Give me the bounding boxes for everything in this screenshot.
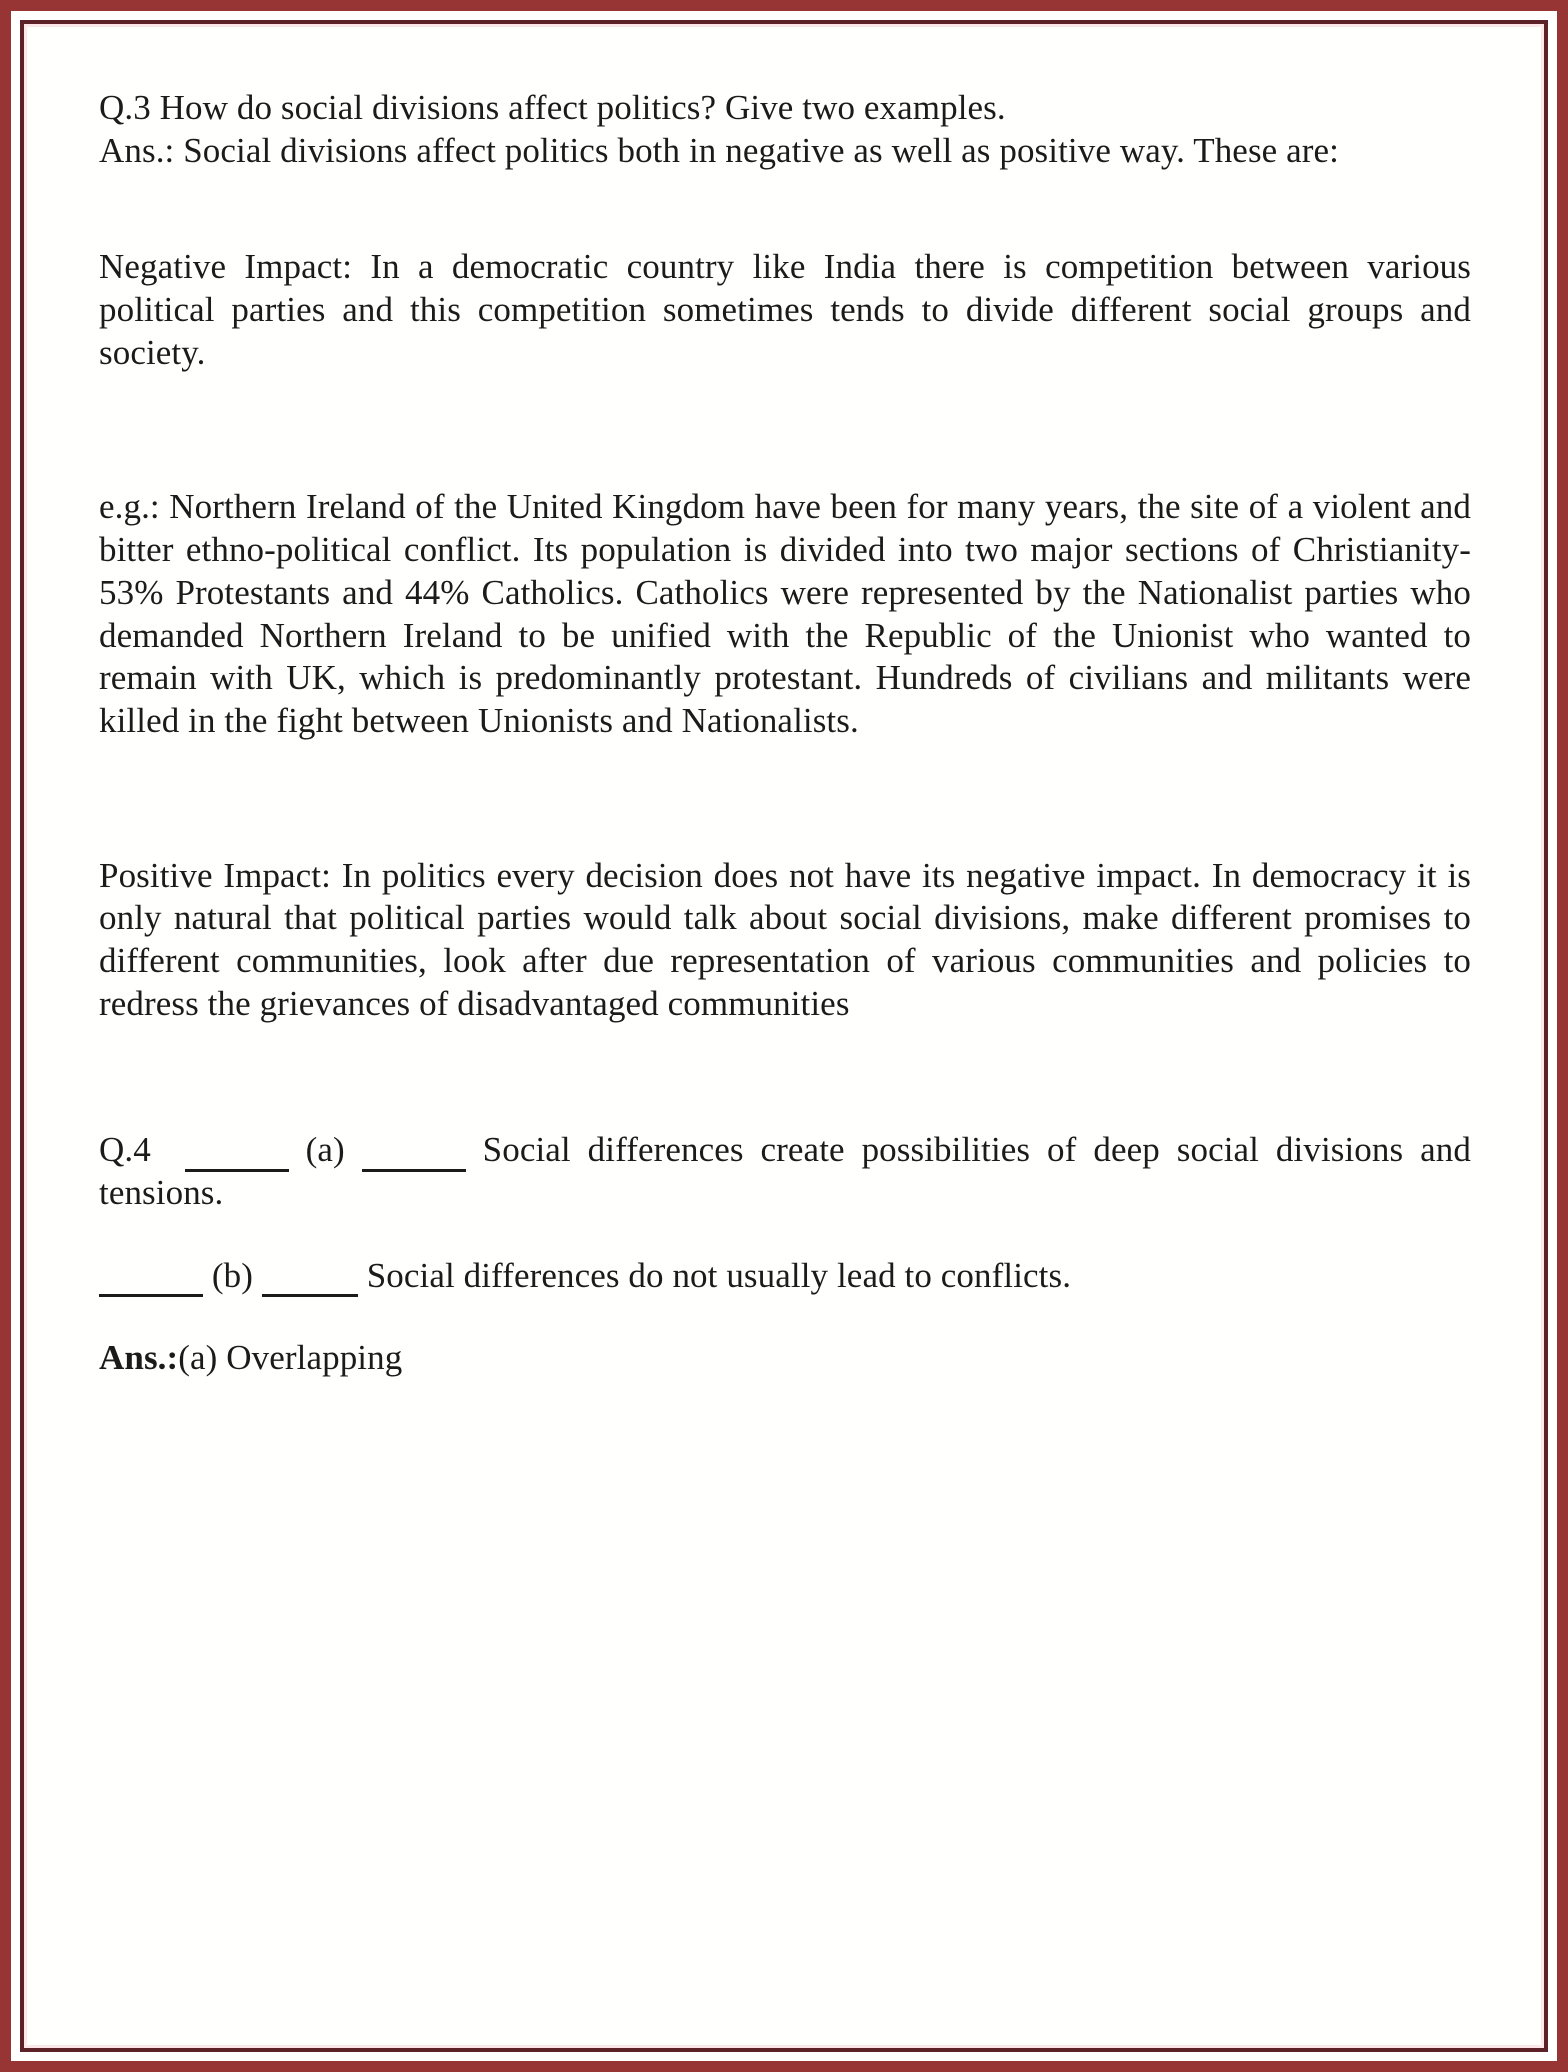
fill-blank-a-right[interactable] — [362, 1137, 466, 1172]
q3-negative-impact: Negative Impact: In a democratic country like India there is competition between various political parties and this competition sometimes tends to divide different social groups and society. — [99, 247, 1471, 372]
q4-answer-text: (a) Overlapping — [178, 1338, 403, 1378]
q4-part-a — [99, 1129, 1471, 1214]
q4-part-b-text: Social differences do not usually lead to conflicts. — [366, 1255, 1072, 1295]
q3-answer-intro: Ans.: Social divisions affect politics both in negative as well as positive way. These are: — [99, 130, 1339, 170]
q4-part-b — [99, 1255, 1471, 1298]
spacer — [99, 1025, 1471, 1129]
spacer — [99, 1297, 1471, 1337]
q3-positive-impact: Positive Impact: In politics every decision does not have its negative impact. In democracy it is only natural that political parties would talk about social divisions, make different promises to different communities, look after due representation of various communities and policies to redress the grievances of disadvantaged communities — [99, 855, 1471, 1023]
q4-part-a-marker: (a) — [305, 1130, 345, 1170]
spacer — [99, 1215, 1471, 1255]
q4-answer — [99, 1337, 1471, 1380]
spacer — [99, 743, 1471, 855]
document-content — [99, 87, 1471, 1380]
q3-question: Q.3 How do social divisions affect politics? Give two examples. — [99, 88, 1006, 127]
fill-blank-b-right[interactable] — [262, 1262, 358, 1297]
q4-part-a-text: Social differences create possibilities of deep social divisions and tensions. — [99, 1130, 1471, 1212]
q3-example: e.g.: Northern Ireland of the United Kingdom have been for many years, the site of a violent and bitter ethno-political conflict. Its population is divided into two major sections of Christianity- 53% Protestants and 44% Catholics. Catholics were represented by the Nationalist parties who demanded Northern Ireland to be unified with the Republic of the Unionist who wanted to remain with UK, which is predominantly protestant. Hundreds of civilians and militants were killed in the fight between Unionists and Nationalists. — [99, 487, 1471, 740]
q4-answer-label: Ans.: — [99, 1338, 179, 1378]
page-sheet — [27, 27, 1541, 2045]
spacer — [99, 172, 1471, 246]
fill-blank-a-left[interactable] — [185, 1137, 289, 1172]
q4-label: Q.4 — [99, 1130, 151, 1170]
q4-part-b-marker: (b) — [211, 1255, 253, 1295]
fill-blank-b-left[interactable] — [99, 1262, 203, 1297]
spacer — [99, 374, 1471, 486]
